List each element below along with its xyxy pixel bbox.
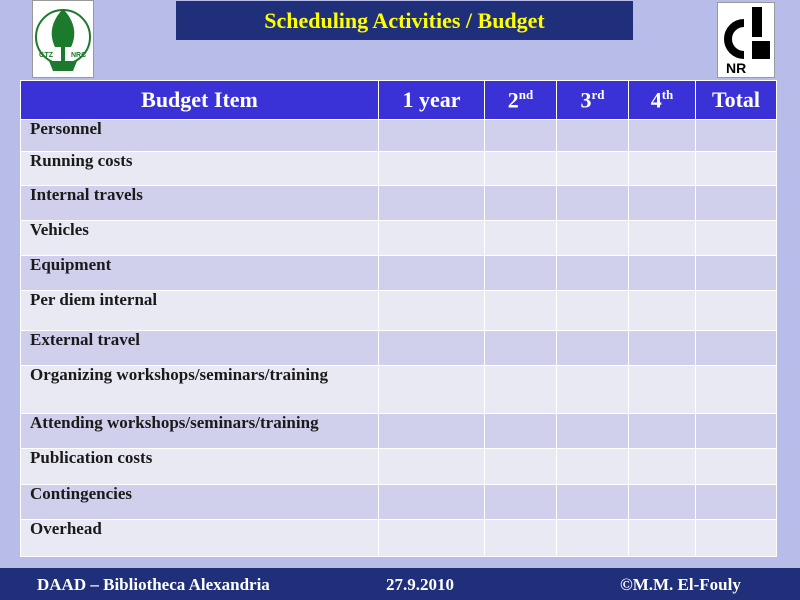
row-label: Vehicles bbox=[21, 221, 379, 256]
logo-nrc-text: NRC bbox=[71, 52, 87, 59]
table-row bbox=[21, 331, 777, 366]
nrc-logo bbox=[717, 2, 775, 78]
row-label: Personnel bbox=[21, 120, 379, 152]
header-total: Total bbox=[696, 81, 777, 120]
footer-bar bbox=[0, 568, 800, 600]
header-year-4: 4th bbox=[629, 81, 696, 120]
header-year-2: 2nd bbox=[485, 81, 557, 120]
footer-organization: DAAD – Bibliotheca Alexandria bbox=[37, 575, 270, 594]
table-row bbox=[21, 221, 777, 256]
table-row bbox=[21, 152, 777, 186]
footer-author: ©M.M. El-Fouly bbox=[620, 575, 741, 594]
table-row bbox=[21, 256, 777, 291]
row-label: Internal travels bbox=[21, 186, 379, 221]
header-year-1: 1 year bbox=[379, 81, 485, 120]
row-label: Organizing workshops/seminars/training bbox=[21, 366, 379, 414]
budget-table bbox=[20, 80, 777, 557]
header-year-3: 3rd bbox=[557, 81, 629, 120]
table-row bbox=[21, 520, 777, 557]
row-label: Equipment bbox=[21, 256, 379, 291]
row-label: Publication costs bbox=[21, 449, 379, 485]
row-label: Overhead bbox=[21, 520, 379, 557]
table-row bbox=[21, 120, 777, 152]
row-label: Attending workshops/seminars/training bbox=[21, 414, 379, 449]
table-row bbox=[21, 366, 777, 414]
footer-date: 27.9.2010 bbox=[386, 575, 454, 594]
table-row bbox=[21, 186, 777, 221]
header-budget-item: Budget Item bbox=[21, 81, 379, 120]
gtz-nrc-logo bbox=[32, 0, 94, 78]
table-row bbox=[21, 485, 777, 520]
table-header-row bbox=[21, 81, 777, 120]
row-label: Running costs bbox=[21, 152, 379, 186]
table-row bbox=[21, 291, 777, 331]
nrc-emblem-icon bbox=[718, 3, 774, 77]
table-row bbox=[21, 414, 777, 449]
row-label: External travel bbox=[21, 331, 379, 366]
logo-gtz-text: GTZ bbox=[39, 52, 53, 59]
row-label: Contingencies bbox=[21, 485, 379, 520]
table-row bbox=[21, 449, 777, 485]
tree-logo-icon bbox=[33, 1, 93, 77]
logo-nr-text: NR bbox=[726, 60, 747, 76]
slide-title: Scheduling Activities / Budget bbox=[176, 1, 633, 40]
row-label: Per diem internal bbox=[21, 291, 379, 331]
